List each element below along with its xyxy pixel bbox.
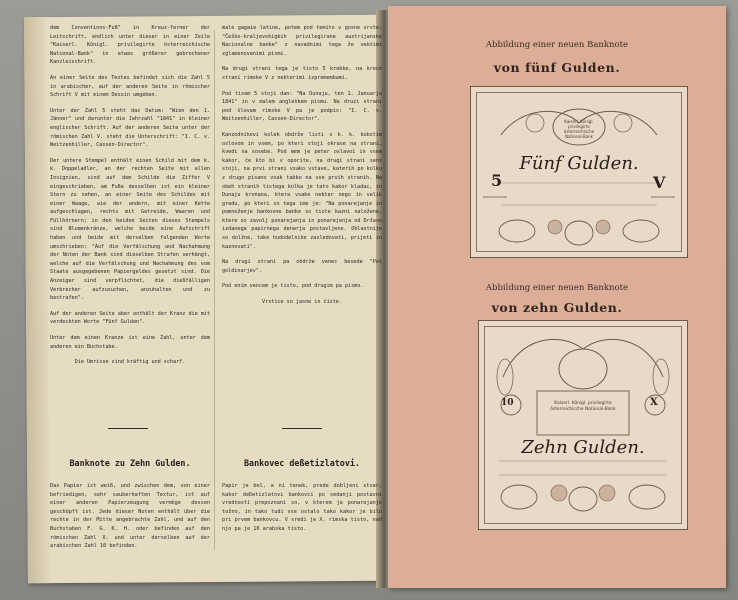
note-ornament-icon bbox=[479, 321, 687, 529]
note-cartouche: Kaiserl. Königl. privilegirte österreichische National-Bank bbox=[550, 401, 616, 412]
page-edge bbox=[24, 17, 50, 583]
slovene-paragraph: Na drugi strani tega je tisto 5 krebke, na kreće strani rimske V z nekterimi izpremembami. bbox=[222, 66, 382, 81]
column-divider bbox=[214, 30, 215, 550]
plate1-title: von fünf Gulden. bbox=[493, 60, 621, 75]
slovene-paragraph: Pod tisem 5 stoji dan: "Na Dunaju, ten 1. Januarja 1841" in v malem angleškem pismu. Na druzi strani pod šlovam rimske V pa je podpis: "I. C. v. Weitzenhiller, Cassen-Director". bbox=[222, 90, 382, 123]
german-paragraph: Der untere Stempel enthält einen Schild mit dem k. k. Doppeladler, an der rechten Seite mit allen Insignien, sind auf dem Schilde die Ziffer V eingeschrieben, am Fuße desselben ist ein kleiner Stern zu sehen, an einer Seite des Schildes mit einer Waage, wie der andern, mit einer Kette aufgeschlagen, rechts mit Getreide, Waaren und Füllhörnern; in den beiden Seiten dieses Stempels sind Blumenkränze, welche beide eine Aufschrift haben und beide mit derselben folgenden Worte umschrieben: "Auf die Verfälschung und Nachahmung der Noten der Bank sind dieselben Strafen verhängt, welche auf die Verfälschung und Nachahmung des vom Staate ausgegebenen Papiergeldes gesetzt sind. Die Anzeiger sind verpflichtet, die dießfälligen Verbrecher aufzusuchen, anzuhalten und zu bestrafen". bbox=[50, 157, 210, 302]
ten-gulden-note bbox=[478, 320, 688, 530]
numeral-roman: X bbox=[650, 397, 658, 408]
german-paragraph: Auf der anderen Seite aber enthält der Kranz die mit verdeckten Worte "Fünf Gulden". bbox=[50, 310, 210, 326]
slovene-paragraph: Vrstice so jasne in čiste. bbox=[262, 299, 342, 306]
numeral-arabic: 5 bbox=[491, 171, 503, 190]
slovene-section-heading: Bankovec deßetizlatovi. bbox=[244, 458, 360, 468]
slovene-paragraph: Kanzodnikovi kolek obdrže listi s k. k. kobstim oslovom in vsem, po kteri stoji okrase na strani, kvedi na sosebe. Pod mem je peter oslavoi in vsem kakor, če kto bi v oporite, na drugi strani seni stoji, na prvi strani vsako vstave, katerih po kolku z drugo pisano vsak tabko na vse prvih stranih. Na obeh stranih tistega kolka je tato kakor kladac, in Dunaju kronana, ktera vsake nekter nego in velik gradu, po kteri so tega ime je: "Na ponarejanje in pomnoženje bankovne banke so tiste kazni naložene, ktere so zavolj ponarejanja in ponarejenja od Države izdanega papirnega denarja postavljene. Oblastnije so dolžne, take hudodelnike zasledovati, prijeti in kaznovati". bbox=[222, 131, 382, 250]
five-gulden-denomination: Fünf Gulden. bbox=[519, 153, 639, 174]
german-column bbox=[50, 24, 210, 374]
section-rule bbox=[282, 428, 322, 429]
plate2-title: von zehn Gulden. bbox=[491, 300, 623, 315]
numeral-roman: V bbox=[653, 173, 666, 192]
slovene-column bbox=[222, 24, 382, 314]
note-cartouche: Kaiserl. Königl. privilegirte österreichische National-Bank bbox=[563, 119, 595, 139]
slovene-paragraph: Na drugi strani pa obdrže venec besede "Pet goldinarjev". bbox=[222, 259, 382, 274]
german-paragraph: An einer Seite des Textes befindet sich die Zahl 5 in arabischer, auf der anderen Seite in römischer Schrift V mit einem Dessin umgeben. bbox=[50, 74, 210, 99]
german-paragraph: Die Umrisse sind kräftig und scharf. bbox=[74, 359, 186, 366]
plate2-caption: Abbildung einer neuen Banknote bbox=[485, 283, 629, 293]
ten-gulden-denomination: Zehn Gulden. bbox=[521, 437, 645, 458]
section-rule bbox=[108, 428, 148, 429]
slovene-closing-paragraph: Papir je bel, a ni tenek, prede dobljeni stvar, kakor deßetizlatovi bankovci po sedanji postavni vrednosti prepoznani so, v kterem je ponarejanje tožno, in tako tudi vse ostalo tako kakor je bilo pri prvem bankovcu. V sredi je X. rimska tisto, nad njo pa je 10 arabska tisto. bbox=[222, 483, 382, 532]
german-closing-paragraph: Das Papier ist weiß, und zwischen dem, von einer befriedigen, sehr sauberhaften Textur, ist auf einer anderen Papierzeugung vermöge dessen geschöpft ist. Jede dieser Noten enthält über die rechte in der Mitte angebrachte Zahl, und auf den Buchstaben F. G. K. H. oder befinden auf den römischen Zahl X. und unter derselben auf der arabischen Zahl 10 befinden. bbox=[50, 483, 210, 550]
plate1-caption: Abbildung einer neuen Banknote bbox=[485, 40, 629, 50]
slovene-closing-text bbox=[222, 482, 382, 534]
numeral-arabic: 10 bbox=[501, 398, 514, 408]
slovene-paragraph: male gagaie latine, potem pod temito v gosne vrste: "Češko-kraljevskigbih privilegirane austrijanske Nacionalne banke" z navadnimi tega že vekšimi zglamenovanimi pismi. bbox=[222, 25, 382, 57]
german-paragraph: dem Conventions-Fuß" in Kreuz-ferner der Leitschrift, endlich unter dieser in einer Zeile "Kaiserl. Königl. privilegirte österreichische National-Bank" in etwas größerer gebrochener Kanzleischrift. bbox=[50, 25, 210, 66]
five-gulden-note bbox=[470, 86, 688, 258]
german-closing-text bbox=[50, 482, 210, 551]
slovene-paragraph: Pod enim vencem je tisto, pod drugim pa pismo. bbox=[222, 283, 364, 290]
german-section-heading: Banknote zu Zehn Gulden. bbox=[69, 458, 191, 468]
german-paragraph: Unter der Zahl 5 steht das Datum: "Wien den 1. Jänner" und darunter die Jahrzahl "1841" in kleiner englischer Schrift. Auf der anderen Seite unter der römischen Zahl V. steht die Unterschrift: "I. C. v. Weitzenhiller, Cassen-Director". bbox=[50, 107, 210, 149]
german-paragraph: Unter dem einen Kranze ist eine Zahl, unter dem anderen ein Buchstabe. bbox=[50, 335, 210, 350]
